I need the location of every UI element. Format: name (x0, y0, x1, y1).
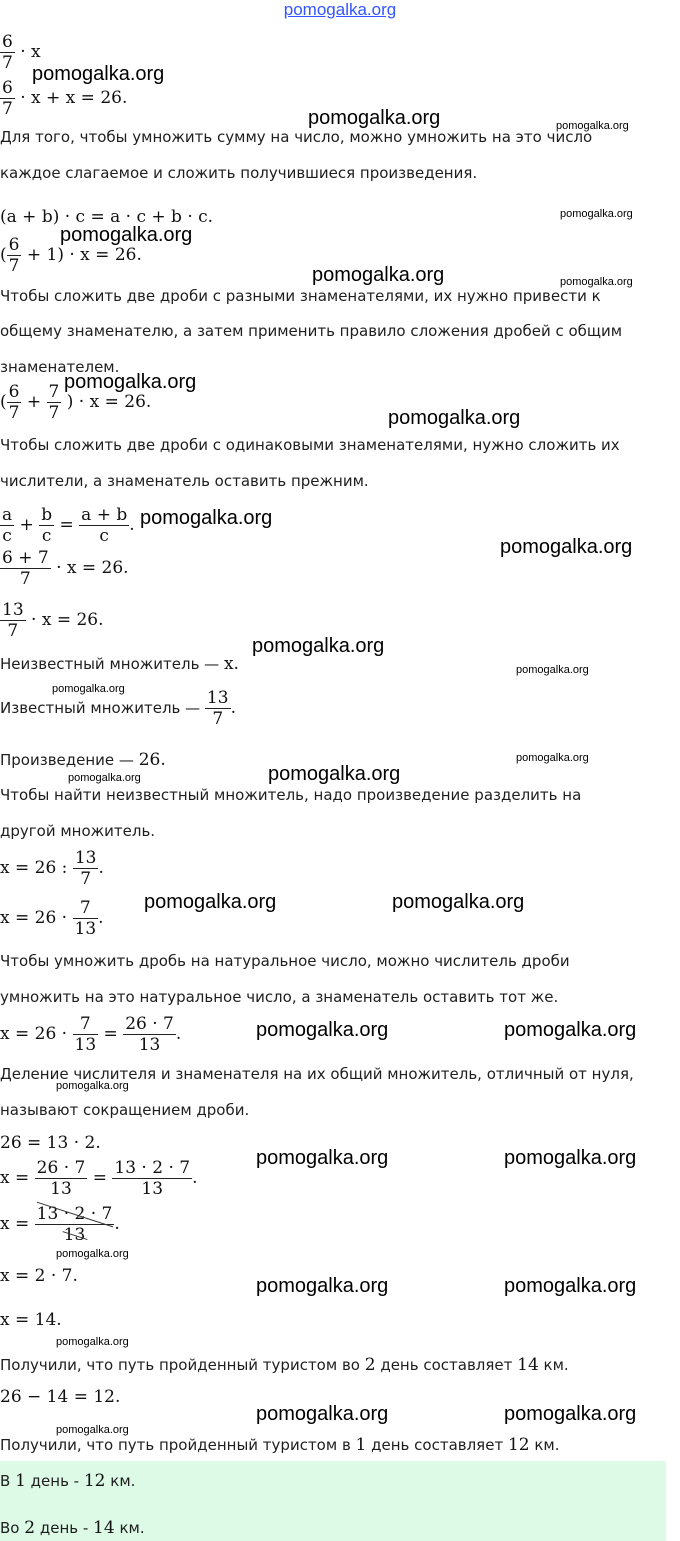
fraction: $\frac{b}{c}$ (41, 505, 53, 546)
watermark: pomogalka.org (64, 371, 197, 393)
math-line: $\frac{6}{7}$ · x + x = 26. (2, 78, 128, 119)
paragraph: Деление числителя и знаменателя на их общий множитель, отличный от нуля, (0, 1065, 634, 1083)
paragraph: называют сокращением дроби. (0, 1101, 250, 1119)
watermark: pomogalka.org (60, 224, 193, 246)
fraction: $\frac{6 + 7}{7}$ (2, 548, 49, 589)
fraction: $\frac{26 \cdot 7}{13}$ (36, 1158, 86, 1199)
watermark: pomogalka.org (256, 1147, 389, 1169)
fraction: $\frac{6}{7}$ (8, 235, 20, 276)
answer-day2: Во 2 день - 14 км. (0, 1518, 145, 1538)
watermark: pomogalka.org (516, 752, 589, 764)
math-line: $\frac{6 + 7}{7}$ · x = 26. (2, 548, 129, 589)
fraction (35, 1204, 115, 1245)
fraction: $\frac{6}{7}$ (8, 382, 20, 423)
paragraph: знаменателем. (0, 358, 120, 376)
math-line: x = 26 · $\frac{7}{13}$ = $\frac{26 \cdot 7}{13}$ . (0, 1014, 182, 1055)
result-line: Получили, что путь пройденный туристом во 2 день составляет 14 км. (0, 1355, 569, 1375)
watermark: pomogalka.org (504, 1019, 637, 1041)
watermark: pomogalka.org (312, 264, 445, 286)
fraction: $\frac{26 \cdot 7}{13}$ (125, 1014, 174, 1055)
math-line: 26 = 13 · 2. (0, 1133, 101, 1153)
watermark: pomogalka.org (556, 120, 629, 132)
fraction: $\frac{6}{7}$ (2, 32, 13, 73)
site-link[interactable]: pomogalka.org (283, 0, 397, 19)
watermark: pomogalka.org (560, 276, 633, 288)
watermark: pomogalka.org (268, 763, 401, 785)
math-line: 26 − 14 = 12. (0, 1387, 121, 1407)
math-line: $\frac{13}{7}$ · x = 26. (2, 600, 104, 641)
fraction: $\frac{6}{7}$ (2, 78, 13, 119)
watermark: pomogalka.org (500, 536, 633, 558)
paragraph: умножить на это натуральное число, а знаменатель оставить тот же. (0, 988, 559, 1006)
watermark: pomogalka.org (56, 1424, 129, 1436)
watermark: pomogalka.org (516, 664, 589, 676)
math-line: ( $\frac{6}{7}$ + $\frac{7}{7}$ ) · x = 26. (0, 382, 152, 423)
math-line: $\frac{6}{7}$ · x (2, 32, 41, 73)
watermark: pomogalka.org (144, 891, 277, 913)
watermark: pomogalka.org (256, 1403, 389, 1425)
result-line: Получили, что путь пройденный туристом в 1 день составляет 12 км. (0, 1435, 560, 1455)
watermark: pomogalka.org (256, 1275, 389, 1297)
watermark: pomogalka.org (68, 772, 141, 784)
answer-day1: В 1 день - 12 км. (0, 1471, 136, 1491)
watermark: pomogalka.org (504, 1147, 637, 1169)
math-line: x = 2 · 7. (0, 1266, 78, 1286)
watermark: pomogalka.org (256, 1019, 389, 1041)
fraction: $\frac{7}{7}$ (48, 382, 60, 423)
fraction: $\frac{13}{7}$ (206, 688, 229, 729)
watermark: pomogalka.org (308, 107, 441, 129)
fraction: $\frac{13}{7}$ (2, 600, 24, 641)
watermark: pomogalka.org (52, 683, 125, 695)
fraction: $\frac{13 \cdot 2 \cdot 7}{13}$ (114, 1158, 191, 1199)
fraction: $\frac{7}{13}$ (74, 1014, 97, 1055)
watermark: pomogalka.org (560, 208, 633, 220)
math-line: x = 26 : $\frac{13}{7}$ . (0, 848, 104, 889)
paragraph: Для того, чтобы умножить сумму на число, можно умножить на это число (0, 128, 593, 146)
math-line: ( $\frac{6}{7}$ + 1) · x = 26. (0, 235, 142, 276)
fraction: $\frac{13}{7}$ (74, 848, 97, 889)
cancelled-factor: 13 · 2 · 7 (36, 1204, 113, 1224)
watermark: pomogalka.org (56, 1248, 129, 1260)
fraction: $\frac{a}{c}$ (2, 505, 13, 546)
answer-box (0, 1461, 666, 1541)
fraction: $\frac{7}{13}$ (74, 898, 97, 939)
paragraph: общему знаменателю, а затем применить правило сложения дробей с общим (0, 322, 623, 340)
paragraph: другой множитель. (0, 822, 156, 840)
math-line: x = 14. (0, 1310, 62, 1330)
watermark: pomogalka.org (252, 635, 385, 657)
math-rule: $\frac{a}{c}$ + $\frac{b}{c}$ = $\frac{a + b}{c}$ . (2, 505, 135, 546)
paragraph: числители, а знаменатель оставить прежним. (0, 472, 369, 490)
paragraph: Известный множитель — $\frac{13}{7}$ . (0, 688, 236, 729)
watermark: pomogalka.org (392, 891, 525, 913)
paragraph: Чтобы умножить дробь на натуральное число, можно числитель дроби (0, 952, 570, 970)
watermark: pomogalka.org (56, 1336, 129, 1348)
math-line: x = $\frac{26 \cdot 7}{13}$ = $\frac{13 \cdot 2 \cdot 7}{13}$ . (0, 1158, 198, 1199)
math-line: x = 26 · $\frac{7}{13}$ . (0, 898, 104, 939)
watermark: pomogalka.org (504, 1403, 637, 1425)
cancelled-factor: 13 (63, 1225, 86, 1245)
paragraph: Неизвестный множитель — x. (0, 654, 239, 674)
watermark: pomogalka.org (504, 1275, 637, 1297)
watermark: pomogalka.org (140, 507, 273, 529)
fraction: $\frac{a + b}{c}$ (81, 505, 128, 546)
paragraph: Чтобы найти неизвестный множитель, надо произведение разделить на (0, 786, 582, 804)
paragraph: каждое слагаемое и сложить получившиеся произведения. (0, 164, 478, 182)
watermark: pomogalka.org (388, 407, 521, 429)
watermark: pomogalka.org (56, 1080, 129, 1092)
paragraph: Чтобы сложить две дроби с разными знаменателями, их нужно привести к (0, 287, 601, 305)
paragraph: Чтобы сложить две дроби с одинаковыми знаменателями, нужно сложить их (0, 436, 620, 454)
paragraph: Произведение — 26. (0, 750, 166, 770)
math-rule: (a + b) · c = a · c + b · c. (0, 207, 214, 227)
math-line: x = $\frac{13 \cdot 2 \cdot 7}{13}$ . (0, 1204, 120, 1245)
watermark: pomogalka.org (32, 63, 165, 85)
